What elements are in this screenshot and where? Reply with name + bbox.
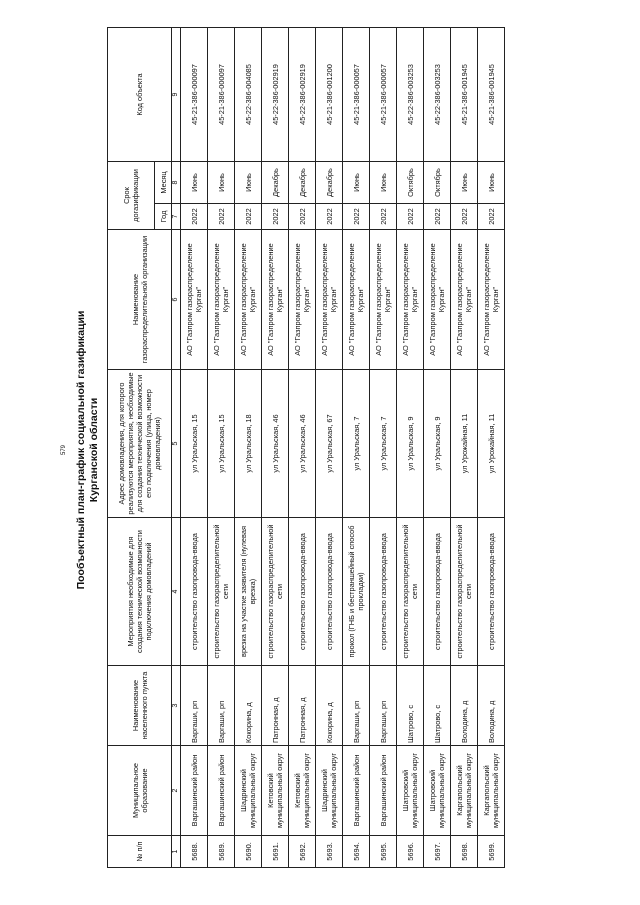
cell-municipality: Варгашинский район (370, 746, 397, 836)
cell-organization: АО "Газпром газораспределение Курган" (235, 230, 262, 370)
cell-year: 2022 (289, 204, 316, 230)
table-row (262, 28, 289, 868)
column-number: 3 (172, 666, 181, 746)
cell-code: 45-22-386-004085 (235, 28, 262, 162)
cell-settlement: Патронная, д (289, 666, 316, 746)
row-number: 5692. (289, 836, 316, 868)
cell-measures: строительство газораспределительной сети (451, 518, 478, 666)
cell-code: 45-22-386-003253 (397, 28, 424, 162)
cell-month: Июнь (478, 162, 505, 204)
header-measures: Мероприятия необходимые для создания технической возможности подключения домовладений (108, 518, 172, 666)
cell-address: ул Урожайная, 11 (451, 370, 478, 518)
cell-address: ул Уральская, 7 (370, 370, 397, 518)
cell-organization: АО "Газпром газораспределение Курган" (343, 230, 370, 370)
cell-measures: строительство газопровода-ввода (424, 518, 451, 666)
column-number: 9 (172, 28, 181, 162)
cell-measures: строительство газопровода-ввода (181, 518, 208, 666)
cell-settlement: Шатрово, с (424, 666, 451, 746)
cell-address: ул Уральская, 46 (289, 370, 316, 518)
cell-measures: строительство газопровода-ввода (478, 518, 505, 666)
cell-organization: АО "Газпром газораспределение Курган" (370, 230, 397, 370)
cell-year: 2022 (370, 204, 397, 230)
table-body (181, 28, 505, 868)
header-year: Год (155, 204, 172, 230)
cell-organization: АО "Газпром газораспределение Курган" (478, 230, 505, 370)
cell-month: Декабрь (289, 162, 316, 204)
table-row (289, 28, 316, 868)
cell-year: 2022 (478, 204, 505, 230)
cell-municipality: Шатровский муниципальный округ (397, 746, 424, 836)
cell-settlement: Володина, д (478, 666, 505, 746)
table-row (181, 28, 208, 868)
column-number-row (172, 28, 181, 868)
cell-month: Декабрь (316, 162, 343, 204)
cell-year: 2022 (316, 204, 343, 230)
cell-municipality: Шатровский муниципальный округ (424, 746, 451, 836)
cell-month: Июнь (370, 162, 397, 204)
cell-address: ул Уральская, 46 (262, 370, 289, 518)
cell-month: Июнь (181, 162, 208, 204)
header-row (108, 28, 155, 868)
cell-year: 2022 (397, 204, 424, 230)
cell-address: ул Уральская, 18 (235, 370, 262, 518)
table-row (451, 28, 478, 868)
cell-settlement: Кокорина, д (235, 666, 262, 746)
header-num: № п/п (108, 836, 172, 868)
cell-settlement: Варгаши, рп (208, 666, 235, 746)
cell-municipality: Варгашинский район (181, 746, 208, 836)
cell-year: 2022 (424, 204, 451, 230)
cell-code: 45-22-386-003253 (424, 28, 451, 162)
cell-settlement: Патронная, д (262, 666, 289, 746)
cell-code: 45-21-386-000057 (370, 28, 397, 162)
cell-address: ул Уральская, 15 (208, 370, 235, 518)
cell-year: 2022 (451, 204, 478, 230)
cell-address: ул Урожайная, 11 (478, 370, 505, 518)
row-number: 5688. (181, 836, 208, 868)
table-row (343, 28, 370, 868)
header-month: Месяц (155, 162, 172, 204)
column-number: 7 (172, 204, 181, 230)
cell-settlement: Варгаши, рп (370, 666, 397, 746)
cell-settlement: Шатрово, с (397, 666, 424, 746)
cell-measures: строительство газораспределительной сети (208, 518, 235, 666)
cell-settlement: Кокорина, д (316, 666, 343, 746)
row-number: 5693. (316, 836, 343, 868)
cell-year: 2022 (343, 204, 370, 230)
table-row (424, 28, 451, 868)
cell-measures: строительство газопровода-ввода (370, 518, 397, 666)
table-row (235, 28, 262, 868)
cell-settlement: Варгаши, рп (181, 666, 208, 746)
cell-month: Октябрь (397, 162, 424, 204)
cell-year: 2022 (262, 204, 289, 230)
column-number: 4 (172, 518, 181, 666)
row-number: 5699. (478, 836, 505, 868)
header-code: Код объекта (108, 28, 172, 162)
cell-month: Декабрь (262, 162, 289, 204)
cell-code: 45-21-386-001945 (478, 28, 505, 162)
table-row (478, 28, 505, 868)
row-number: 5696. (397, 836, 424, 868)
cell-address: ул Уральская, 67 (316, 370, 343, 518)
cell-month: Октябрь (424, 162, 451, 204)
title-line-2: Курганской области (88, 397, 100, 503)
cell-code: 45-21-386-000097 (181, 28, 208, 162)
table-row (316, 28, 343, 868)
row-number: 5698. (451, 836, 478, 868)
cell-organization: АО "Газпром газораспределение Курган" (289, 230, 316, 370)
cell-measures: строительство газораспределительной сети (397, 518, 424, 666)
cell-municipality: Кетовский муниципальный округ (262, 746, 289, 836)
cell-year: 2022 (181, 204, 208, 230)
cell-municipality: Каргапольский муниципальный округ (478, 746, 505, 836)
cell-municipality: Шадринский муниципальный округ (235, 746, 262, 836)
table-row (370, 28, 397, 868)
cell-code: 45-21-386-001200 (316, 28, 343, 162)
cell-organization: АО "Газпром газораспределение Курган" (181, 230, 208, 370)
header-organization: Наименование газораспределительной организации (108, 230, 172, 370)
cell-settlement: Володина, д (451, 666, 478, 746)
column-number: 5 (172, 370, 181, 518)
page-number: 579 (61, 445, 67, 456)
cell-address: ул Уральская, 15 (181, 370, 208, 518)
cell-code: 45-21-386-000057 (343, 28, 370, 162)
cell-settlement: Варгаши, рп (343, 666, 370, 746)
column-number: 6 (172, 230, 181, 370)
cell-municipality: Каргапольский муниципальный округ (451, 746, 478, 836)
cell-month: Июнь (343, 162, 370, 204)
row-number: 5690. (235, 836, 262, 868)
cell-municipality: Варгашинский район (208, 746, 235, 836)
row-number: 5694. (343, 836, 370, 868)
cell-address: ул Уральская, 9 (424, 370, 451, 518)
cell-organization: АО "Газпром газораспределение Курган" (208, 230, 235, 370)
cell-organization: АО "Газпром газораспределение Курган" (451, 230, 478, 370)
cell-year: 2022 (208, 204, 235, 230)
cell-organization: АО "Газпром газораспределение Курган" (262, 230, 289, 370)
cell-measures: строительство газопровода-ввода (289, 518, 316, 666)
header-municipality: Муниципальное образование (108, 746, 172, 836)
column-number: 2 (172, 746, 181, 836)
row-number: 5697. (424, 836, 451, 868)
cell-code: 45-21-386-000097 (208, 28, 235, 162)
row-number: 5695. (370, 836, 397, 868)
document-title (75, 20, 101, 880)
row-number: 5689. (208, 836, 235, 868)
title-line-1: Пообъектный план-график социальной газификации (75, 310, 87, 590)
cell-municipality: Кетовский муниципальный округ (289, 746, 316, 836)
cell-code: 45-22-386-002919 (262, 28, 289, 162)
column-number: 8 (172, 162, 181, 204)
table-row (208, 28, 235, 868)
cell-measures: прокол (ГНБ и бестраншейный способ прокладки) (343, 518, 370, 666)
cell-organization: АО "Газпром газораспределение Курган" (424, 230, 451, 370)
cell-municipality: Варгашинский район (343, 746, 370, 836)
gasification-schedule-table (107, 27, 505, 868)
cell-measures: строительство газопровода-ввода (316, 518, 343, 666)
header-address: Адрес домовладения, для которого реализуются мероприятия, необходимые для создания технической возможности его подключения (улица, номер домовладения) (108, 370, 172, 518)
row-number: 5691. (262, 836, 289, 868)
cell-month: Июнь (451, 162, 478, 204)
cell-address: ул Уральская, 9 (397, 370, 424, 518)
cell-month: Июнь (235, 162, 262, 204)
cell-year: 2022 (235, 204, 262, 230)
cell-measures: строительство газораспределительной сети (262, 518, 289, 666)
cell-municipality: Шадринский муниципальный округ (316, 746, 343, 836)
cell-address: ул Уральская, 7 (343, 370, 370, 518)
rotated-sheet (55, 20, 615, 880)
table-row (397, 28, 424, 868)
cell-organization: АО "Газпром газораспределение Курган" (316, 230, 343, 370)
cell-organization: АО "Газпром газораспределение Курган" (397, 230, 424, 370)
column-number: 1 (172, 836, 181, 868)
cell-code: 45-21-386-001945 (451, 28, 478, 162)
cell-code: 45-22-386-002919 (289, 28, 316, 162)
cell-measures: врезка на участке заявителя (нулевая врезка) (235, 518, 262, 666)
header-deadline: Срок догазификации (108, 162, 155, 230)
header-settlement: Наименование населенного пункта (108, 666, 172, 746)
cell-month: Июнь (208, 162, 235, 204)
